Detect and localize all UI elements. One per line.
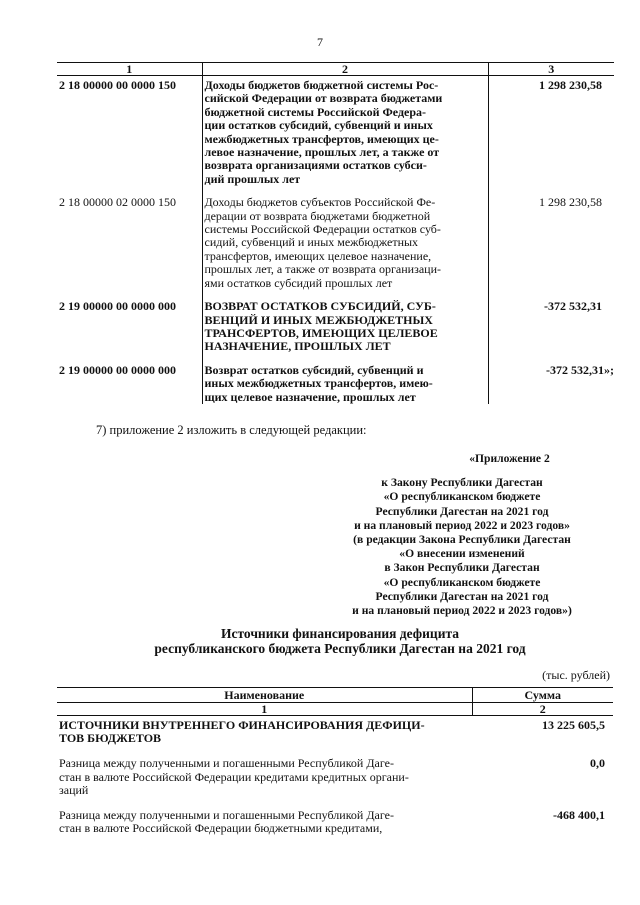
row-name: ИСТОЧНИКИ ВНУТРЕННЕГО ФИНАНСИРОВАНИЯ ДЕФИЦИ- ТОВ БЮДЖЕТОВ — [59, 718, 425, 746]
table-row — [57, 716, 613, 755]
item-7-paragraph: 7) приложение 2 изложить в следующей редакции: — [96, 423, 367, 437]
appendix-line: «О республиканском бюджете — [383, 490, 541, 504]
row-sum: -372 532,31»; — [546, 362, 614, 377]
header-sum: Сумма — [472, 688, 613, 703]
appendix-line: (в редакции Закона Республики Дагестан — [353, 533, 571, 547]
appendix-line: к Закону Республики Дагестан — [381, 476, 543, 490]
row-sum: 13 225 605,5 — [542, 718, 605, 732]
row-code: 2 18 00000 02 0000 150 — [59, 195, 176, 210]
table-row — [57, 364, 614, 404]
table-row — [57, 300, 614, 364]
table-number-row — [57, 703, 613, 716]
appendix-line: в Закон Республики Дагестан — [384, 561, 540, 575]
appendix-header — [312, 452, 612, 618]
header-col-2: 2 — [202, 63, 488, 76]
row-name: Доходы бюджетов субъектов Российской Фе- дерации от возврата бюджетами бюджетной системы Российской Федерации остатков суб- сидий, субвенций и иных межбюджетных трансфертов, имеющих целевое назначение, прошлых лет, а также от возврата организаци- ями остатков субсидий прошлых лет — [202, 196, 488, 300]
appendix-title: «Приложение 2 — [469, 452, 550, 465]
row-name: Возврат остатков субсидий, субвенций и иных межбюджетных трансфертов, имею- щих целевое назначение, прошлых лет — [202, 364, 488, 404]
table-row — [57, 76, 614, 197]
table-header-row — [57, 688, 613, 703]
row-sum: -372 532,31 — [544, 299, 602, 314]
table-row — [57, 196, 614, 300]
row-code: 2 19 00000 00 0000 000 — [59, 299, 176, 314]
appendix-line: Республики Дагестан на 2021 год — [375, 589, 549, 603]
appendix-line: Республики Дагестан на 2021 год — [375, 504, 549, 518]
header-name: Наименование — [57, 688, 472, 703]
row-name: Доходы бюджетов бюджетной системы Рос- сийской Федерации от возврата бюджетами бюджетной системы Российской Федера- ции остатков субсидий, субвенций и иных межбюджетных трансфертов, имеющих це- левое назначение, прошлых лет, а также от возврата организациями остатков субси- дий прошлых лет — [202, 76, 488, 197]
appendix-line: «О внесении изменений — [399, 547, 525, 561]
row-name: Разница между полученными и погашенными Республикой Даге- стан в валюте Российской Федерации кредитами кредитных органи- заций — [59, 756, 409, 797]
row-name: ВОЗВРАТ ОСТАТКОВ СУБСИДИЙ, СУБ- ВЕНЦИЙ И ИНЫХ МЕЖБЮДЖЕТНЫХ ТРАНСФЕРТОВ, ИМЕЮЩИХ ЦЕЛЕВОЕ НАЗНАЧЕНИЕ, ПРОШЛЫХ ЛЕТ — [202, 300, 488, 364]
units-label: (тыс. рублей) — [542, 668, 610, 682]
header-col-3: 3 — [488, 63, 614, 76]
document-title-line: республиканского бюджета Республики Дагестан на 2021 год — [154, 641, 526, 656]
row-name: Разница между полученными и погашенными Республикой Даге- стан в валюте Российской Федерации бюджетными кредитами, — [59, 808, 394, 836]
row-code: 2 19 00000 00 0000 000 — [59, 362, 176, 377]
appendix-line: и на плановый период 2022 и 2023 годов» — [354, 518, 570, 532]
row-sum: 0,0 — [590, 756, 605, 771]
appendix-line: «О республиканском бюджете — [383, 575, 541, 589]
table-deficit-sources — [57, 687, 613, 844]
header-col-1: 1 — [57, 63, 202, 76]
header-number-2: 2 — [472, 703, 613, 716]
appendix-line: и на плановый период 2022 и 2023 годов») — [352, 604, 572, 618]
table-row — [57, 806, 613, 844]
row-sum: 1 298 230,58 — [539, 78, 602, 92]
row-sum: -468 400,1 — [553, 808, 605, 823]
page-number: 7 — [317, 35, 323, 49]
document-title-line: Источники финансирования дефицита — [220, 626, 460, 641]
document-title — [60, 626, 620, 656]
table-budget-revenues — [57, 62, 614, 404]
row-code: 2 18 00000 00 0000 150 — [59, 78, 176, 92]
header-number-1: 1 — [57, 703, 472, 716]
table-header-row — [57, 63, 614, 76]
table-row — [57, 754, 613, 806]
row-sum: 1 298 230,58 — [539, 195, 602, 210]
